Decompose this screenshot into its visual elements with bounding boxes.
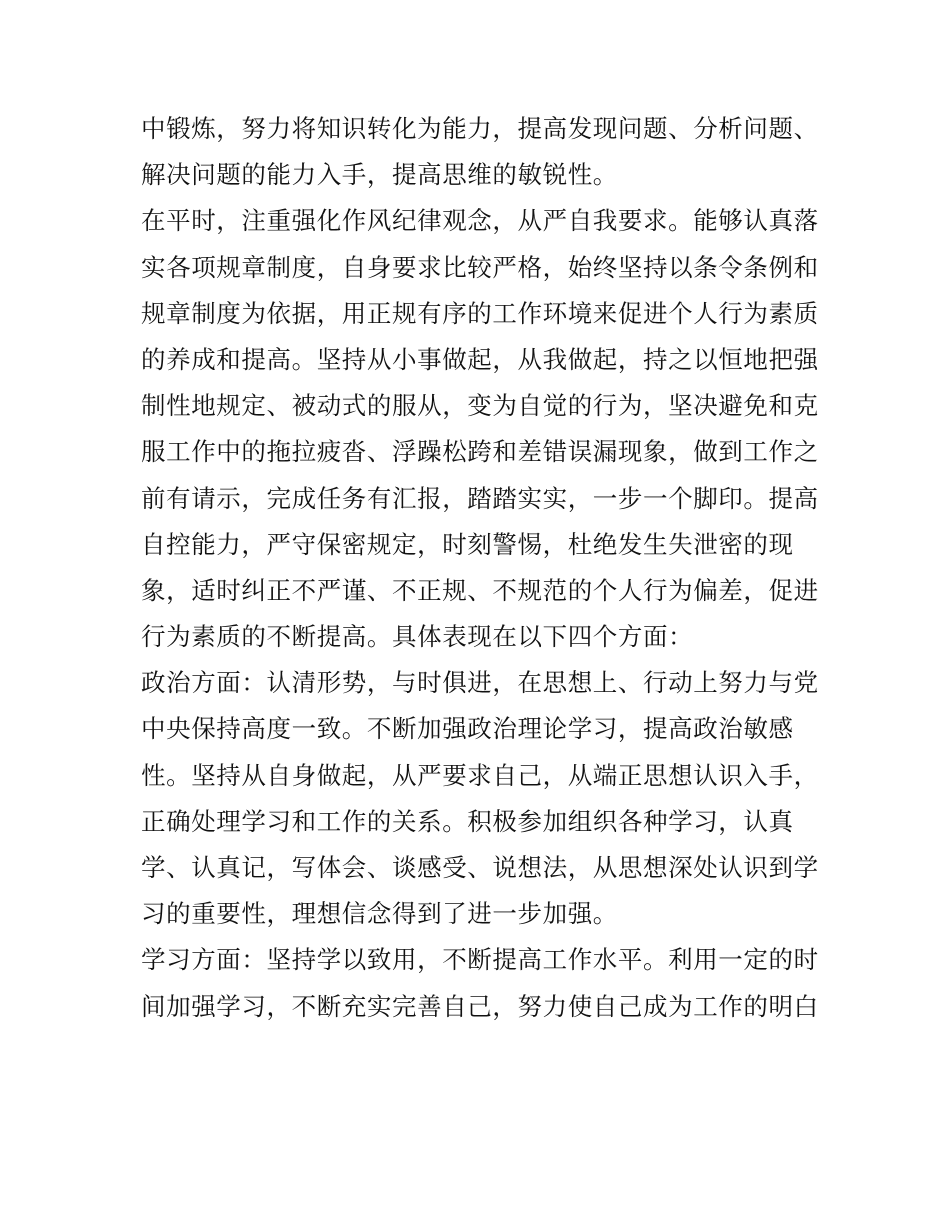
- text-line: 行为素质的不断提高。具体表现在以下四个方面：: [141, 622, 694, 652]
- text-line: 前有请示，完成任务有汇报，踏踏实实，一步一个脚印。提高: [141, 483, 819, 513]
- text-line: 正确处理学习和工作的关系。积极参加组织各种学习，认真: [141, 806, 794, 836]
- text-line: 中央保持高度一致。不断加强政治理论学习，提高政治敏感: [141, 714, 794, 744]
- text-line: 在平时，注重强化作风纪律观念，从严自我要求。能够认真落: [141, 206, 819, 236]
- text-line: 间加强学习，不断充实完善自己，努力使自己成为工作的明白: [141, 991, 819, 1021]
- body-text: [141, 106, 821, 1030]
- text-line: 学习方面：坚持学以致用，不断提高工作水平。利用一定的时: [141, 945, 819, 975]
- text-line: 规章制度为依据，用正规有序的工作环境来促进个人行为素质: [141, 298, 819, 328]
- text-line: 象，适时纠正不严谨、不正规、不规范的个人行为偏差，促进: [141, 575, 819, 605]
- text-line: 习的重要性，理想信念得到了进一步加强。: [141, 899, 618, 929]
- text-line: 自控能力，严守保密规定，时刻警惕，杜绝发生失泄密的现: [141, 529, 794, 559]
- text-line: 制性地规定、被动式的服从，变为自觉的行为，坚决避免和克: [141, 391, 819, 421]
- text-line: 解决问题的能力入手，提高思维的敏锐性。: [141, 160, 618, 190]
- text-line: 实各项规章制度，自身要求比较严格，始终坚持以条令条例和: [141, 252, 819, 282]
- text-line: 服工作中的拖拉疲沓、浮躁松跨和差错误漏现象，做到工作之: [141, 437, 819, 467]
- text-line: 政治方面：认清形势，与时俱进，在思想上、行动上努力与党: [141, 668, 819, 698]
- text-line: 的养成和提高。坚持从小事做起，从我做起，持之以恒地把强: [141, 344, 819, 374]
- text-line: 性。坚持从自身做起，从严要求自己，从端正思想认识入手，: [141, 760, 819, 790]
- text-line: 中锻炼，努力将知识转化为能力，提高发现问题、分析问题、: [141, 114, 819, 143]
- text-line: 学、认真记，写体会、谈感受、说想法，从思想深处认识到学: [141, 853, 819, 882]
